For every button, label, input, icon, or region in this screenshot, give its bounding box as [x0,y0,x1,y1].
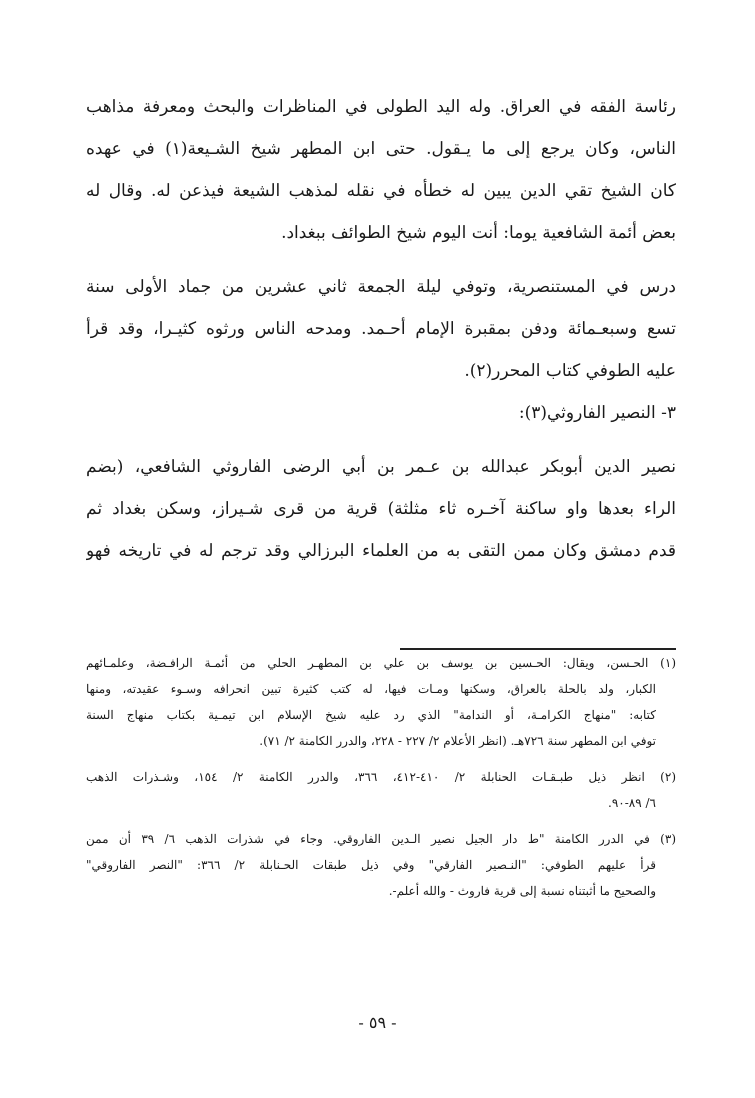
paragraph-1 [86,86,676,254]
paragraph-3 [86,446,676,572]
section-heading: ٣- النصير الفاروثي(٣): [518,403,676,423]
footnote-1 [86,650,676,754]
footnote-3 [86,826,676,904]
footnote-line: والصحيح ما أثبتناه نسبة إلى قرية فاروث - والله أعلم-. [388,884,656,898]
paragraph-gap [86,434,676,446]
footnote-line: توفي ابن المطهر سنة ٧٢٦هـ. (انظر الأعلام ٢/ ٢٢٧ - ٢٢٨، والدرر الكامنة ٢/ ٧١). [259,734,656,748]
footnote-line: (٣) في الدرر الكامنة "ط دار الجيل نصير الـدين الفاروقي. وجاء في شذرات الذهب ٦/ ٣٩ أن ممن [86,832,676,846]
text-line: رئاسة الفقه في العراق. وله اليد الطولى في المناظرات والبحث ومعرفة مذاهب [86,97,676,117]
text-line: كان الشيخ تقي الدين يبين له خطأه في نقله لمذهب الشيعة فيذعن له. وقال له [86,181,676,201]
footnote-line: ٦/ ٨٩-٩٠. [608,796,656,810]
footnote-2 [86,764,676,816]
text-line: بعض أئمة الشافعية يوما: أنت اليوم شيخ الطوائف ببغداد. [281,223,676,243]
page-number: - ٥٩ - [358,1013,397,1032]
paragraph-2 [86,266,676,392]
footnote-line: (٢) انظر ذيل طبـقـات الحنابلة ٢/ ٤١٠-٤١٢، ٣٦٦، والدرر الكامنة ٢/ ١٥٤، وشـذرات الذهب [86,770,676,784]
text-line: تسع وسبعـمائة ودفن بمقبرة الإمام أحـمد. ومدحه الناس ورثوه كثيـرا، وقد قرأ [86,319,676,339]
footnote-line: (١) الحـسن، ويقال: الحـسين بن يوسف بن علي بن المطهـر الحلي من أئمـة الرافـضة، وعلمـائهم [86,656,676,670]
text-line: قدم دمشق وكان ممن التقى به من العلماء البرزالي وقد ترجم له في تاريخه فهو [86,541,676,561]
footnote-line: كتابه: "منهاج الكرامـة، أو الندامة" الذي رد عليه شيخ الإسلام ابن تيمـية بكتاب منهاج السنة [86,708,656,722]
footnotes [86,650,676,914]
text-line: عليه الطوفي كتاب المحرر(٢). [464,361,676,381]
text-line: نصير الدين أبوبكر عبدالله بن عـمر بن أبي الرضى الفاروثي الشافعي، (بضم [86,457,676,477]
text-line: الناس، وكان يرجع إلى ما يـقول. حتى ابن المطهر شيخ الشـيعة(١) في عهده [86,139,676,159]
text-line: درس في المستنصرية، وتوفي ليلة الجمعة ثاني عشرين من جماد الأولى سنة [86,277,676,297]
footnote-line: الكبار، ولد بالحلة بالعراق، وسكنها ومـات فيها، له كتب كثيرة تبين انحرافه وسـوء عقيدته، ومنها [86,682,656,696]
footnote-line: قرأ عليهم الطوفي: "النـصير الفارقي" وفي ذيل طبقات الحـنابلة ٢/ ٣٦٦: "النصر الفاروقي" [86,858,656,872]
text-line: الراء بعدها واو ساكنة آخـره ثاء مثلثة) قرية من قرى شـيراز، وسكن بغداد ثم [86,499,676,519]
paragraph-gap [86,254,676,266]
main-text [86,86,676,572]
